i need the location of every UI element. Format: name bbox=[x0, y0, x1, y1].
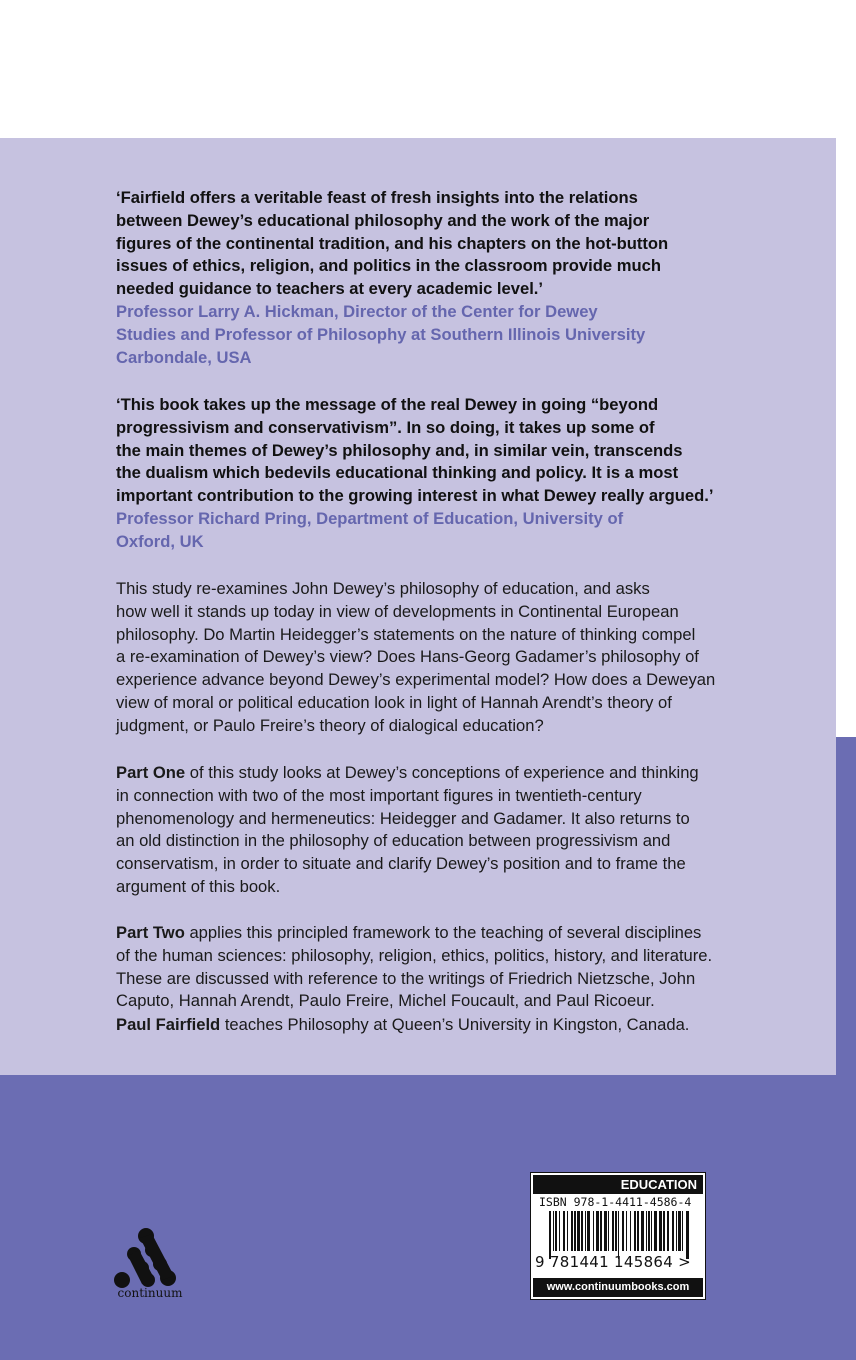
barcode-bar bbox=[626, 1211, 627, 1251]
author-bio bbox=[116, 1014, 689, 1037]
barcode-bar bbox=[648, 1211, 650, 1251]
barcode-bar bbox=[646, 1211, 647, 1251]
quote-line: important contribution to the growing interest in what Dewey really argued.’ bbox=[116, 486, 714, 506]
publisher-url: www.continuumbooks.com bbox=[533, 1278, 703, 1297]
barcode-bar bbox=[618, 1211, 619, 1259]
part-one-first: of this study looks at Dewey’s conceptions of experience and thinking bbox=[185, 763, 699, 782]
barcode-bar bbox=[654, 1211, 657, 1251]
barcode-bar bbox=[587, 1211, 590, 1251]
barcode-bar bbox=[600, 1211, 602, 1251]
barcode-bar bbox=[574, 1211, 576, 1251]
barcode-bar bbox=[596, 1211, 599, 1251]
barcode-bar bbox=[663, 1211, 665, 1251]
author-name: Paul Fairfield bbox=[116, 1015, 221, 1034]
part-one-lead: Part One bbox=[116, 763, 186, 782]
part-two-paragraph bbox=[116, 922, 712, 1013]
quote-pring bbox=[116, 394, 713, 554]
publisher-name: continuum bbox=[117, 1286, 183, 1300]
barcode-bar bbox=[651, 1211, 652, 1251]
blurb-line: judgment, or Paulo Freire’s theory of dialogical education? bbox=[116, 715, 544, 735]
isbn-barcode bbox=[530, 1172, 706, 1300]
barcode-bar bbox=[553, 1211, 554, 1251]
quote-line: needed guidance to teachers at every academic level.’ bbox=[116, 279, 544, 299]
part-one-line: conservatism, in order to situate and clarify Dewey’s position and to frame the bbox=[116, 854, 686, 874]
barcode-bar bbox=[678, 1211, 681, 1251]
barcode-bar bbox=[577, 1211, 580, 1251]
barcode-bar bbox=[641, 1211, 644, 1251]
barcode-bar bbox=[667, 1211, 669, 1251]
quote-line: progressivism and conservativism”. In so doing, it takes up some of bbox=[116, 417, 655, 437]
barcode-bar bbox=[604, 1211, 607, 1251]
right-margin bbox=[836, 0, 856, 737]
barcode-bar bbox=[585, 1211, 586, 1251]
barcode-bar bbox=[549, 1211, 551, 1259]
quote-hickman bbox=[116, 187, 668, 369]
barcode-bar bbox=[676, 1211, 677, 1251]
attribution-line: Professor Larry A. Hickman, Director of the Center for Dewey bbox=[116, 301, 598, 321]
barcode-bar bbox=[555, 1211, 557, 1251]
barcode-bar bbox=[608, 1211, 609, 1251]
part-two-line: of the human sciences: philosophy, religion, ethics, politics, history, and literature. bbox=[116, 945, 713, 965]
quote-line: ‘Fairfield offers a veritable feast of fresh insights into the relations bbox=[116, 188, 638, 207]
quote-line: the main themes of Dewey’s philosophy and, in similar vein, transcends bbox=[116, 440, 683, 460]
part-two-lead: Part Two bbox=[116, 923, 185, 942]
blurb-line: philosophy. Do Martin Heidegger’s statements on the nature of thinking compel bbox=[116, 624, 696, 644]
part-one-line: phenomenology and hermeneutics: Heidegger and Gadamer. It also returns to bbox=[116, 808, 690, 828]
barcode-bars bbox=[549, 1211, 689, 1259]
blurb-line: how well it stands up today in view of developments in Continental European bbox=[116, 601, 679, 621]
author-bio-text: teaches Philosophy at Queen’s University in Kingston, Canada. bbox=[220, 1015, 690, 1034]
barcode-bar bbox=[634, 1211, 636, 1251]
barcode-bar bbox=[559, 1211, 560, 1251]
quote-line: ‘This book takes up the message of the real Dewey in going “beyond bbox=[116, 395, 659, 414]
blurb-line: experience advance beyond Dewey’s experimental model? How does a Deweyan bbox=[116, 670, 716, 690]
blurb-paragraph bbox=[116, 578, 715, 738]
barcode-category: EDUCATION bbox=[533, 1175, 703, 1194]
top-margin bbox=[0, 0, 856, 138]
attribution-line: Carbondale, USA bbox=[116, 347, 252, 367]
part-one-paragraph bbox=[116, 762, 699, 899]
barcode-bar bbox=[622, 1211, 624, 1251]
part-two-line: Caputo, Hannah Arendt, Paulo Freire, Michel Foucault, and Paul Ricoeur. bbox=[116, 991, 655, 1011]
part-one-line: argument of this book. bbox=[116, 876, 281, 896]
barcode-bar bbox=[571, 1211, 573, 1251]
blurb-line: This study re-examines John Dewey’s philosophy of education, and asks bbox=[116, 579, 650, 598]
barcode-bar bbox=[612, 1211, 614, 1251]
attribution-line: Professor Richard Pring, Department of Education, University of bbox=[116, 508, 624, 528]
barcode-bar bbox=[567, 1211, 568, 1251]
blurb-line: a re-examination of Dewey’s view? Does Hans-Georg Gadamer’s philosophy of bbox=[116, 647, 699, 667]
barcode-bar bbox=[659, 1211, 662, 1251]
blurb-line: view of moral or political education look in light of Hannah Arendt’s theory of bbox=[116, 692, 672, 712]
barcode-number: 9 781441 145864 > bbox=[535, 1253, 692, 1271]
isbn-text: ISBN 978-1-4411-4586-4 bbox=[539, 1195, 692, 1209]
quote-line: figures of the continental tradition, and his chapters on the hot-button bbox=[116, 233, 669, 253]
part-two-line: These are discussed with reference to the writings of Friedrich Nietzsche, John bbox=[116, 968, 696, 988]
quote-line: the dualism which bedevils educational thinking and policy. It is a most bbox=[116, 463, 679, 483]
barcode-bar bbox=[686, 1211, 689, 1259]
attribution-line: Studies and Professor of Philosophy at Southern Illinois University bbox=[116, 324, 646, 344]
quote-line: issues of ethics, religion, and politics in the classroom provide much bbox=[116, 256, 661, 276]
barcode-bar bbox=[563, 1211, 565, 1251]
part-two-first: applies this principled framework to the teaching of several disciplines bbox=[184, 923, 702, 942]
barcode-bar bbox=[682, 1211, 683, 1251]
part-one-line: in connection with two of the most important figures in twentieth-century bbox=[116, 785, 642, 805]
part-one-line: an old distinction in the philosophy of education between progressivism and bbox=[116, 831, 671, 851]
barcode-bar bbox=[637, 1211, 639, 1251]
barcode-bar bbox=[615, 1211, 617, 1251]
barcode-bar bbox=[593, 1211, 594, 1251]
barcode-bar bbox=[581, 1211, 583, 1251]
attribution-line: Oxford, UK bbox=[116, 531, 204, 551]
barcode-bar bbox=[672, 1211, 674, 1251]
barcode-bar bbox=[630, 1211, 631, 1251]
quote-line: between Dewey’s educational philosophy and the work of the major bbox=[116, 210, 650, 230]
